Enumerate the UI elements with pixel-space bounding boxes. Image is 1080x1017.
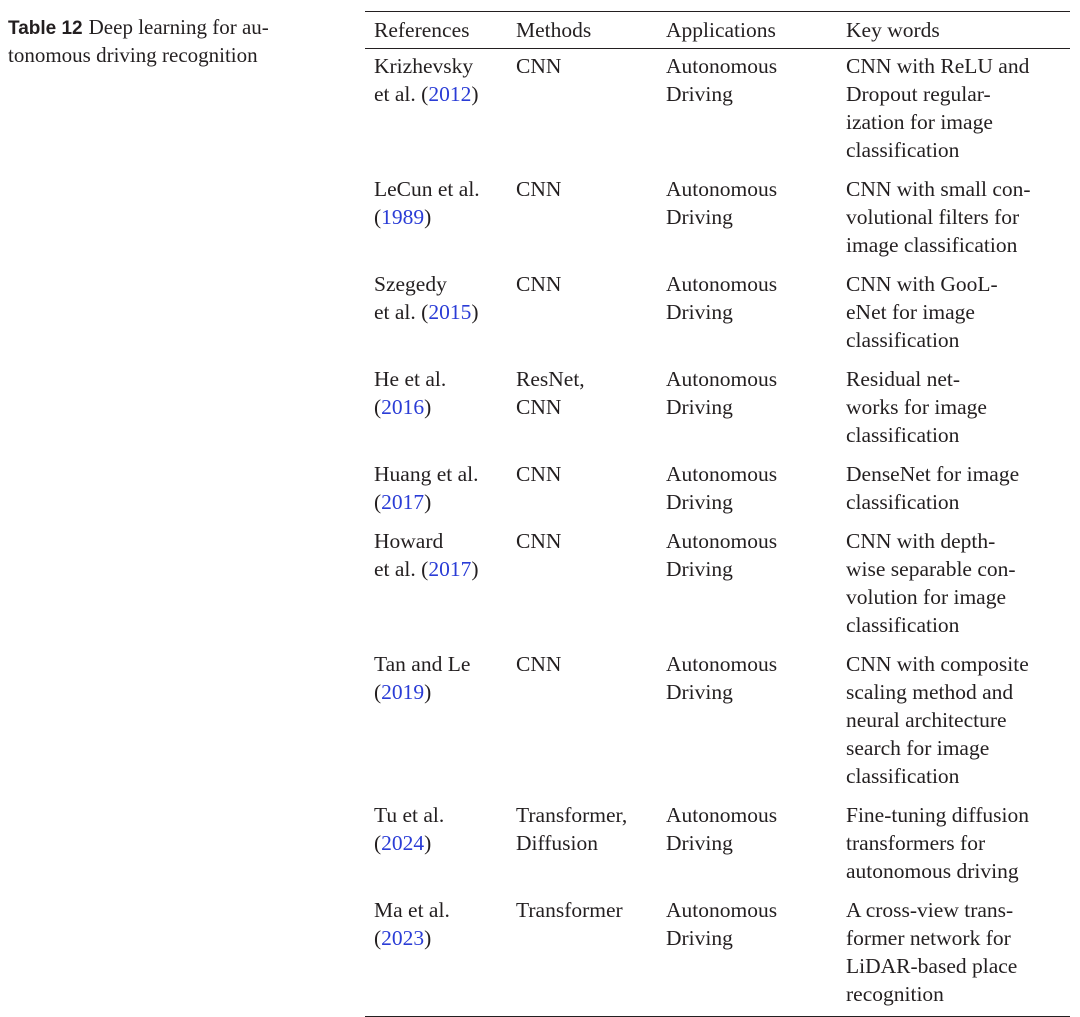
keyword-line: scaling method and [846,680,1014,704]
reference-prefix: ( [374,490,382,514]
cell-keywords [837,362,1070,457]
reference-prefix: ( [374,680,382,704]
table-body [365,49,1070,1016]
reference-suffix: ) [424,680,432,704]
cell-applications [657,647,837,798]
application-line: Driving [666,557,733,581]
keyword-line: LiDAR-based place [846,954,1018,978]
table-row [365,457,1070,524]
reference-authors: Tu et al. [374,803,445,827]
reference-authors: Ma et al. [374,898,450,922]
cell-applications [657,798,837,893]
keyword-line: classification [846,423,960,447]
cell-applications [657,457,837,524]
keyword-line: CNN with small con- [846,177,1031,201]
method-line: CNN [516,462,562,486]
method-line: CNN [516,529,562,553]
reference-authors: Tan and Le [374,652,471,676]
keyword-line: autonomous driving [846,859,1019,883]
keyword-line: eNet for image [846,300,975,324]
method-line: Transformer, [516,803,628,827]
keyword-line: classification [846,613,960,637]
cell-reference [365,172,507,267]
keyword-line: Residual net- [846,367,961,391]
reference-citation [374,678,507,706]
keyword-line: wise separable con- [846,557,1016,581]
cell-keywords [837,49,1070,172]
keyword-line: ization for image [846,110,993,134]
cell-methods [507,798,657,893]
table-row [365,267,1070,362]
method-line: CNN [516,395,562,419]
reference-citation [374,555,507,583]
keyword-line: neural architecture [846,708,1007,732]
reference-citation [374,393,507,421]
reference-year-link[interactable]: 2017 [381,490,425,514]
keyword-line: Fine-tuning diffusion [846,803,1029,827]
application-line: Driving [666,490,733,514]
cell-applications [657,362,837,457]
reference-year-link[interactable]: 2017 [428,557,472,581]
method-line: Diffusion [516,831,599,855]
cell-keywords [837,524,1070,647]
keyword-line: CNN with ReLU and [846,54,1030,78]
keyword-line: volution for image [846,585,1007,609]
keyword-line: CNN with depth- [846,529,996,553]
method-line: CNN [516,652,562,676]
cell-keywords [837,172,1070,267]
reference-suffix: ) [471,300,479,324]
application-line: Autonomous [666,803,778,827]
reference-authors: Szegedy [374,272,447,296]
method-line: CNN [516,272,562,296]
cell-reference [365,647,507,798]
header-applications: Applications [666,18,776,42]
application-line: Driving [666,926,733,950]
reference-year-link[interactable]: 2023 [381,926,425,950]
header-key-words: Key words [846,18,940,42]
cell-keywords [837,893,1070,1016]
caption-title-line2: tonomous driving recognition [8,43,258,67]
cell-methods [507,362,657,457]
cell-reference [365,798,507,893]
cell-applications [657,893,837,1016]
reference-suffix: ) [424,395,432,419]
reference-year-link[interactable]: 2024 [381,831,425,855]
keyword-line: classification [846,328,960,352]
keyword-line: image classification [846,233,1018,257]
table-row [365,362,1070,457]
table-caption [8,14,328,68]
application-line: Autonomous [666,898,778,922]
table-row [365,49,1070,172]
reference-authors: Krizhevsky [374,54,474,78]
table-row [365,524,1070,647]
reference-prefix: et al. ( [374,557,429,581]
keyword-line: recognition [846,982,944,1006]
reference-citation [374,488,507,516]
keyword-line: transformers for [846,831,986,855]
cell-methods [507,524,657,647]
method-line: CNN [516,177,562,201]
application-line: Autonomous [666,462,778,486]
reference-year-link[interactable]: 1989 [381,205,425,229]
cell-applications [657,267,837,362]
cell-keywords [837,798,1070,893]
cell-methods [507,647,657,798]
header-methods: Methods [516,18,592,42]
table-row [365,893,1070,1016]
cell-reference [365,362,507,457]
keyword-line: classification [846,764,960,788]
cell-keywords [837,267,1070,362]
cell-keywords [837,647,1070,798]
application-line: Autonomous [666,652,778,676]
cell-methods [507,457,657,524]
reference-prefix: et al. ( [374,82,429,106]
keyword-line: CNN with GooL- [846,272,998,296]
application-line: Autonomous [666,272,778,296]
cell-keywords [837,457,1070,524]
reference-year-link[interactable]: 2016 [381,395,425,419]
reference-authors: LeCun et al. [374,177,480,201]
reference-suffix: ) [424,205,432,229]
application-line: Driving [666,205,733,229]
reference-citation [374,829,507,857]
keyword-line: former network for [846,926,1011,950]
cell-methods [507,172,657,267]
header-references: References [374,18,470,42]
keyword-line: classification [846,490,960,514]
application-line: Driving [666,680,733,704]
method-line: Transformer [516,898,623,922]
reference-year-link[interactable]: 2019 [381,680,425,704]
keyword-line: Dropout regular- [846,82,991,106]
cell-methods [507,893,657,1016]
references-table [365,11,1070,1017]
application-line: Autonomous [666,529,778,553]
keyword-line: classification [846,138,960,162]
reference-suffix: ) [471,82,479,106]
table-row [365,647,1070,798]
keyword-line: works for image [846,395,987,419]
table-row [365,798,1070,893]
application-line: Driving [666,300,733,324]
cell-reference [365,893,507,1016]
cell-methods [507,267,657,362]
application-line: Driving [666,82,733,106]
reference-prefix: ( [374,395,382,419]
application-line: Autonomous [666,367,778,391]
reference-citation [374,298,507,326]
keyword-line: search for image [846,736,990,760]
cell-applications [657,172,837,267]
application-line: Autonomous [666,54,778,78]
reference-citation [374,203,507,231]
caption-title-line1: Deep learning for au- [88,15,269,39]
table-label: Table 12 [8,18,83,39]
reference-suffix: ) [424,926,432,950]
method-line: CNN [516,54,562,78]
reference-suffix: ) [424,831,432,855]
reference-year-link[interactable]: 2012 [428,82,472,106]
cell-reference [365,524,507,647]
cell-applications [657,49,837,172]
keyword-line: volutional filters for [846,205,1020,229]
keyword-line: DenseNet for image [846,462,1020,486]
reference-suffix: ) [424,490,432,514]
table-row [365,172,1070,267]
reference-prefix: et al. ( [374,300,429,324]
reference-authors: He et al. [374,367,447,391]
reference-prefix: ( [374,205,382,229]
table-header-row [365,12,1070,48]
application-line: Autonomous [666,177,778,201]
reference-suffix: ) [471,557,479,581]
reference-prefix: ( [374,926,382,950]
reference-prefix: ( [374,831,382,855]
reference-authors: Howard [374,529,444,553]
cell-reference [365,49,507,172]
reference-citation [374,924,507,952]
cell-applications [657,524,837,647]
keyword-line: CNN with composite [846,652,1029,676]
reference-year-link[interactable]: 2015 [428,300,472,324]
application-line: Driving [666,395,733,419]
keyword-line: A cross-view trans- [846,898,1014,922]
method-line: ResNet, [516,367,585,391]
reference-authors: Huang et al. [374,462,479,486]
cell-methods [507,49,657,172]
application-line: Driving [666,831,733,855]
reference-citation [374,80,507,108]
cell-reference [365,457,507,524]
cell-reference [365,267,507,362]
